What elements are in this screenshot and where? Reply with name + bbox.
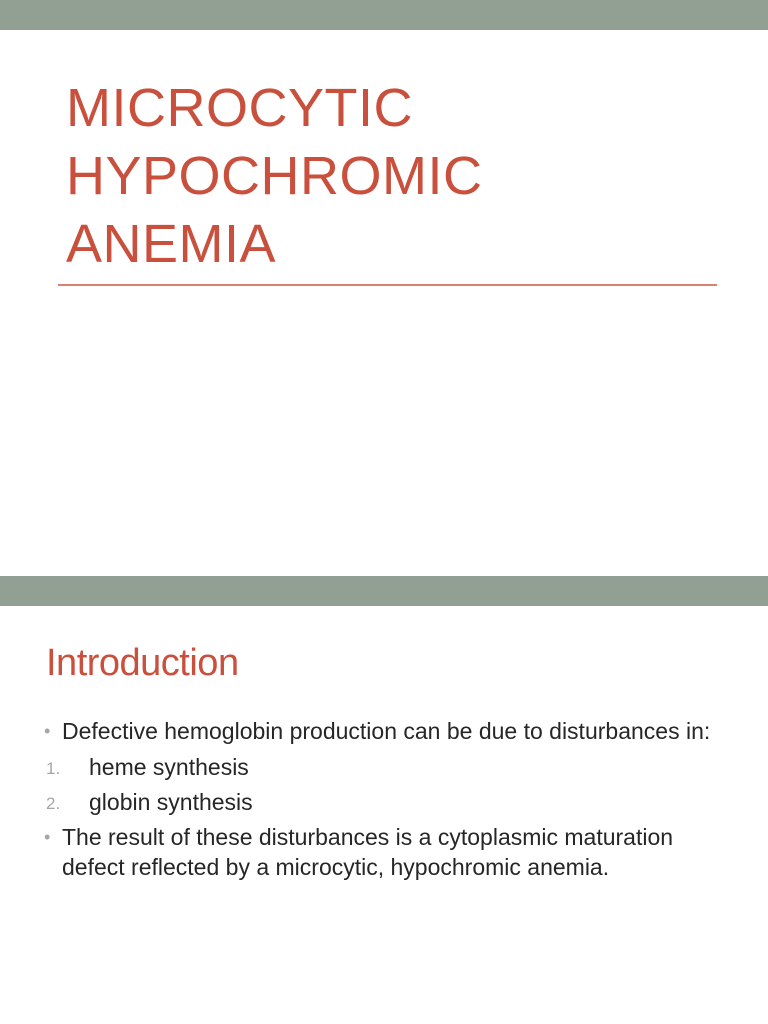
title-line-3: ANEMIA <box>66 214 277 274</box>
title-line-2: HYPOCHROMIC <box>66 146 483 206</box>
body-list <box>44 716 724 888</box>
list-number: 2. <box>46 794 61 813</box>
slide-separator-band <box>0 576 768 606</box>
list-item <box>44 822 724 882</box>
title-divider <box>58 284 717 286</box>
list-item <box>44 787 724 817</box>
bullet-icon: • <box>44 721 51 741</box>
content-slide <box>0 606 768 1024</box>
numbered-text: heme synthesis <box>89 754 249 780</box>
top-band <box>0 0 768 30</box>
title-line-1: MICROCYTIC <box>66 78 413 138</box>
numbered-text: globin synthesis <box>89 789 253 815</box>
bullet-text: The result of these disturbances is a cytoplasmic maturation defect reflected by a microcytic, hypochromic anemia. <box>62 824 674 880</box>
slide-title <box>66 74 483 278</box>
list-item <box>44 716 724 746</box>
bullet-text: Defective hemoglobin production can be due to disturbances in: <box>62 718 711 744</box>
list-number: 1. <box>46 759 61 778</box>
list-item <box>44 752 724 782</box>
slide-heading: Introduction <box>46 642 239 684</box>
bullet-icon: • <box>44 827 51 847</box>
title-slide <box>0 30 768 576</box>
